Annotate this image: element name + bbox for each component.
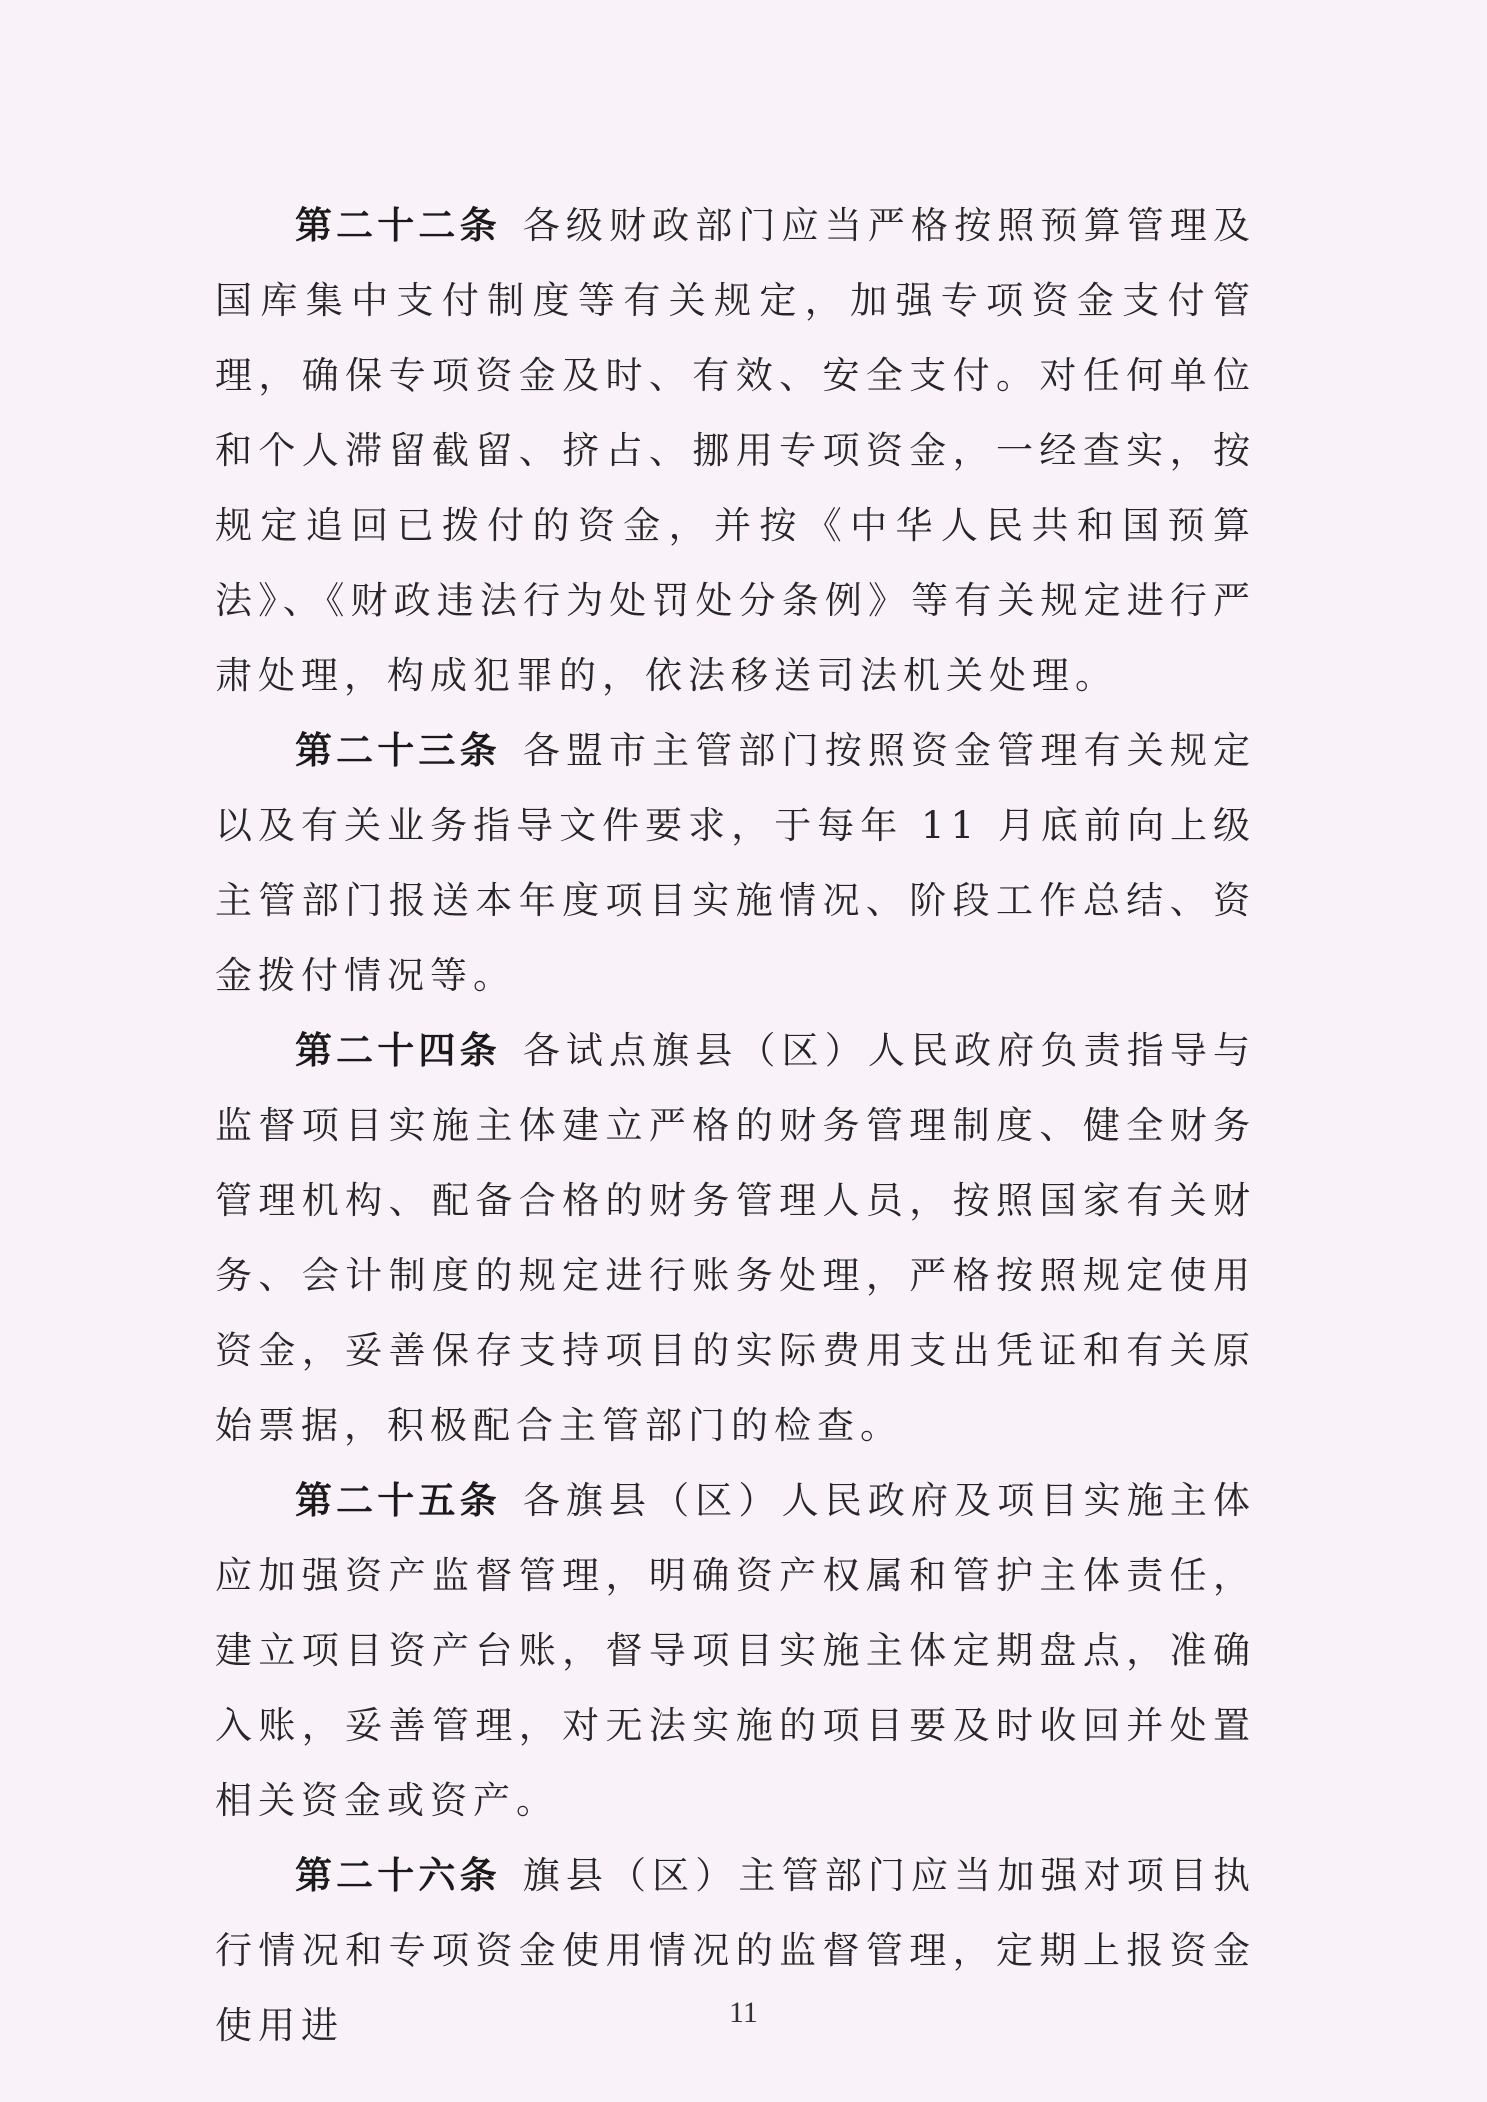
article-text: 各试点旗县（区）人民政府负责指导与监督项目实施主体建立严格的财务管理制度、健全财务管理机构、配备合格的财务管理人员，按照国家有关财务、会计制度的规定进行账务处理，严格按照规定使用资金，妥善保存支持项目的实际费用支出凭证和有关原始票据，积极配合主管部门的检查。 bbox=[215, 1029, 1257, 1447]
article-number: 第二十四条 bbox=[295, 1029, 501, 1072]
article-24 bbox=[215, 1013, 1256, 1463]
article-text: 各级财政部门应当严格按照预算管理及国库集中支付制度等有关规定，加强专项资金支付管理，确保专项资金及时、有效、安全支付。对任何单位和个人滞留截留、挤占、挪用专项资金，一经查实，按规定追回已拨付的资金，并按《中华人民共和国预算法》、《财政违法行为处罚处分条例》等有关规定进行严肃处理，构成犯罪的，依法移送司法机关处理。 bbox=[215, 204, 1257, 697]
document-body bbox=[215, 188, 1256, 2063]
article-23 bbox=[215, 713, 1256, 1013]
article-22 bbox=[215, 188, 1256, 713]
page-number: 11 bbox=[729, 1996, 758, 2029]
article-text: 旗县（区）主管部门应当加强对项目执行情况和专项资金使用情况的监督管理，定期上报资金使用进 bbox=[215, 1854, 1257, 2047]
article-text: 各盟市主管部门按照资金管理有关规定以及有关业务指导文件要求，于每年 11 月底前向上级主管部门报送本年度项目实施情况、阶段工作总结、资金拨付情况等。 bbox=[215, 729, 1257, 997]
article-25 bbox=[215, 1463, 1256, 1838]
article-number: 第二十六条 bbox=[295, 1854, 501, 1897]
article-number: 第二十五条 bbox=[295, 1479, 501, 1522]
article-number: 第二十二条 bbox=[295, 204, 501, 247]
article-text: 各旗县（区）人民政府及项目实施主体应加强资产监督管理，明确资产权属和管护主体责任，建立项目资产台账，督导项目实施主体定期盘点，准确入账，妥善管理，对无法实施的项目要及时收回并处置相关资金或资产。 bbox=[215, 1479, 1257, 1822]
article-number: 第二十三条 bbox=[295, 729, 501, 772]
